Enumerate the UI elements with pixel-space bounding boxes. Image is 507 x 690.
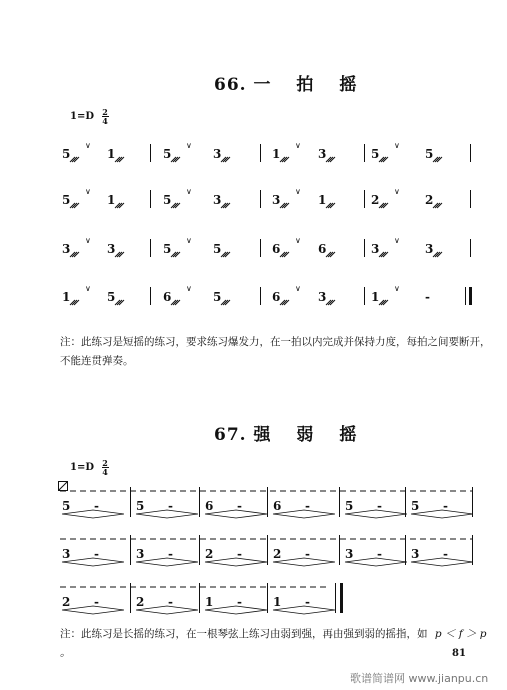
hairpin-mark <box>273 510 335 518</box>
note-digit: 3 <box>345 547 354 561</box>
accent-check-icon: ∨ <box>394 141 400 150</box>
tremolo-mark-icon <box>114 248 123 257</box>
accent-check-icon: ∨ <box>186 236 192 245</box>
hairpin-mark <box>62 510 124 518</box>
hairpin-mark <box>273 558 335 566</box>
note-digit: 2 <box>62 595 71 609</box>
note-digit: 5 <box>136 499 145 513</box>
note-digit: 1 <box>62 290 71 304</box>
note-digit: 3 <box>272 193 281 207</box>
barline <box>267 583 268 613</box>
tremolo-mark-icon <box>220 296 229 305</box>
note-digit: 5 <box>62 499 71 513</box>
note-digit: 2 <box>371 193 380 207</box>
accent-check-icon: ∨ <box>394 187 400 196</box>
note-digit: 6 <box>272 242 281 256</box>
key-signature-66: 1=D $\frac{2}{4}$ <box>70 107 108 126</box>
barline <box>340 583 343 613</box>
note-digit: - <box>425 290 430 304</box>
phrase-line <box>0 582 507 622</box>
hold-dash: - <box>443 547 448 561</box>
tremolo-mark-icon <box>279 296 288 305</box>
accent-check-icon: ∨ <box>295 284 301 293</box>
note-digit: 3 <box>213 147 222 161</box>
note-digit: 5 <box>62 147 71 161</box>
tremolo-mark-icon <box>432 199 441 208</box>
hairpin-mark <box>136 558 198 566</box>
tremolo-mark-icon <box>325 153 334 162</box>
accent-check-icon: ∨ <box>85 141 91 150</box>
barline <box>260 144 261 162</box>
barline <box>260 287 261 305</box>
note-digit: 5 <box>62 193 71 207</box>
tremolo-mark-icon <box>69 199 78 208</box>
note-digit: 3 <box>107 242 116 256</box>
tremolo-mark-icon <box>114 296 123 305</box>
note-digit: 6 <box>318 242 327 256</box>
key-signature-67: 1=D $\frac{2}{4}$ <box>70 458 108 477</box>
accent-check-icon: ∨ <box>394 284 400 293</box>
hairpin-mark <box>411 510 473 518</box>
barline <box>469 287 472 305</box>
hold-dash: - <box>377 499 382 513</box>
tremolo-mark-icon <box>69 248 78 257</box>
accent-check-icon: ∨ <box>186 141 192 150</box>
tremolo-mark-icon <box>220 153 229 162</box>
tremolo-mark-icon <box>114 199 123 208</box>
exercise-67-number: 67. <box>214 425 247 445</box>
hold-dash: - <box>305 499 310 513</box>
tremolo-mark-icon <box>432 153 441 162</box>
barline <box>267 487 268 517</box>
page-number: 81 <box>452 648 466 659</box>
hold-dash: - <box>237 547 242 561</box>
hairpin-mark <box>136 510 198 518</box>
barline <box>199 583 200 613</box>
note-digit: 5 <box>107 290 116 304</box>
note-digit: 2 <box>273 547 282 561</box>
hairpin-mark <box>136 606 198 614</box>
exercise-66-note: 注：此练习是短摇的练习，要求练习爆发力，在一拍以内完成并保持力度，每拍之间要断开，不能连贯弹奏。 <box>60 336 491 367</box>
note-digit: 5 <box>345 499 354 513</box>
barline <box>260 239 261 257</box>
exercise-66-name: 一 拍 摇 <box>253 75 367 95</box>
hairpin-mark <box>62 606 124 614</box>
barline <box>405 535 406 565</box>
barline <box>470 239 471 257</box>
note-digit: 6 <box>272 290 281 304</box>
note-digit: 1 <box>107 193 116 207</box>
exercise-67-name: 强 弱 摇 <box>253 425 367 445</box>
tremolo-mark-icon <box>325 199 334 208</box>
barline <box>470 144 471 162</box>
hold-dash: - <box>168 499 173 513</box>
barline <box>130 535 131 565</box>
note-digit: 6 <box>205 499 214 513</box>
note-digit: 2 <box>425 193 434 207</box>
hairpin-mark <box>345 510 407 518</box>
tremolo-mark-icon <box>378 248 387 257</box>
tremolo-mark-icon <box>325 248 334 257</box>
exercise-66-title <box>214 70 366 95</box>
note-digit: 5 <box>411 499 420 513</box>
barline <box>199 487 200 517</box>
tremolo-mark-icon <box>378 296 387 305</box>
note-digit: 5 <box>163 242 172 256</box>
hold-dash: - <box>94 499 99 513</box>
note-digit: 2 <box>136 595 145 609</box>
note-digit: 3 <box>213 193 222 207</box>
note-digit: 1 <box>371 290 380 304</box>
note-digit: 5 <box>425 147 434 161</box>
tremolo-mark-icon <box>279 248 288 257</box>
hold-dash: - <box>237 499 242 513</box>
hold-dash: - <box>305 547 310 561</box>
barline <box>364 287 365 305</box>
note-digit: 1 <box>107 147 116 161</box>
hairpin-mark <box>205 606 267 614</box>
accent-check-icon: ∨ <box>295 141 301 150</box>
hold-dash: - <box>443 499 448 513</box>
hold-dash: - <box>168 595 173 609</box>
hairpin-mark <box>205 558 267 566</box>
tremolo-mark-icon <box>170 248 179 257</box>
barline <box>339 535 340 565</box>
tremolo-mark-icon <box>220 199 229 208</box>
tremolo-mark-icon <box>114 153 123 162</box>
barline <box>130 487 131 517</box>
hold-dash: - <box>237 595 242 609</box>
hairpin-mark <box>62 558 124 566</box>
hold-dash: - <box>377 547 382 561</box>
accent-check-icon: ∨ <box>394 236 400 245</box>
tremolo-mark-icon <box>378 199 387 208</box>
dynamics-marking: p ＜ f ＞ p 。 <box>60 628 487 659</box>
tremolo-mark-icon <box>378 153 387 162</box>
barline <box>364 190 365 208</box>
note-digit: 5 <box>163 193 172 207</box>
hairpin-mark <box>345 558 407 566</box>
tremolo-mark-icon <box>69 153 78 162</box>
phrase-line <box>0 534 507 574</box>
note-digit: 3 <box>136 547 145 561</box>
tremolo-mark-icon <box>69 296 78 305</box>
hairpin-mark <box>205 510 267 518</box>
barline <box>339 487 340 517</box>
accent-check-icon: ∨ <box>295 187 301 196</box>
note-digit: 1 <box>318 193 327 207</box>
tremolo-mark-icon <box>279 199 288 208</box>
exercise-67-note: 注：此练习是长摇的练习，在一根琴弦上练习由弱到强，再由强到弱的摇指，如 p ＜ f ＞ p 。 <box>60 628 487 659</box>
accent-check-icon: ∨ <box>85 284 91 293</box>
note-digit: 2 <box>205 547 214 561</box>
barline <box>472 487 473 517</box>
accent-check-icon: ∨ <box>295 236 301 245</box>
note-digit: 3 <box>411 547 420 561</box>
barline <box>364 239 365 257</box>
note-digit: 3 <box>371 242 380 256</box>
time-signature-66: $\frac{2}{4}$ <box>102 107 108 126</box>
barline <box>199 535 200 565</box>
tremolo-mark-icon <box>170 296 179 305</box>
barline <box>130 583 131 613</box>
time-signature-67: $\frac{2}{4}$ <box>102 458 108 477</box>
accent-check-icon: ∨ <box>186 284 192 293</box>
note-digit: 5 <box>371 147 380 161</box>
exercise-66-number: 66. <box>214 75 247 95</box>
note-digit: 3 <box>318 290 327 304</box>
tremolo-mark-icon <box>432 248 441 257</box>
note-digit: 3 <box>318 147 327 161</box>
tremolo-mark-icon <box>220 248 229 257</box>
barline <box>472 535 473 565</box>
note-digit: 6 <box>273 499 282 513</box>
tremolo-mark-icon <box>170 153 179 162</box>
hairpin-mark <box>273 606 335 614</box>
barline <box>405 487 406 517</box>
note-digit: 5 <box>163 147 172 161</box>
barline <box>150 287 151 305</box>
hold-dash: - <box>305 595 310 609</box>
watermark: 歌谱简谱网 www.jianpu.cn <box>350 672 489 685</box>
tremolo-mark-icon <box>325 296 334 305</box>
final-barline-thin <box>335 583 336 613</box>
hairpin-mark <box>411 558 473 566</box>
barline <box>260 190 261 208</box>
barline <box>364 144 365 162</box>
final-barline-thin <box>465 287 466 305</box>
hold-dash: - <box>94 547 99 561</box>
tremolo-mark-icon <box>170 199 179 208</box>
accent-check-icon: ∨ <box>85 236 91 245</box>
barline <box>150 239 151 257</box>
exercise-67-title <box>214 420 366 445</box>
phrase-line <box>0 486 507 526</box>
note-digit: 5 <box>213 242 222 256</box>
note-digit: 5 <box>213 290 222 304</box>
barline <box>150 144 151 162</box>
note-digit: 6 <box>163 290 172 304</box>
note-digit: 1 <box>205 595 214 609</box>
note-digit: 1 <box>273 595 282 609</box>
note-digit: 3 <box>62 547 71 561</box>
tremolo-mark-icon <box>279 153 288 162</box>
note-digit: 1 <box>272 147 281 161</box>
note-digit: 3 <box>62 242 71 256</box>
accent-check-icon: ∨ <box>85 187 91 196</box>
barline <box>470 190 471 208</box>
note-digit: 3 <box>425 242 434 256</box>
hold-dash: - <box>168 547 173 561</box>
barline <box>150 190 151 208</box>
accent-check-icon: ∨ <box>186 187 192 196</box>
barline <box>267 535 268 565</box>
hold-dash: - <box>94 595 99 609</box>
